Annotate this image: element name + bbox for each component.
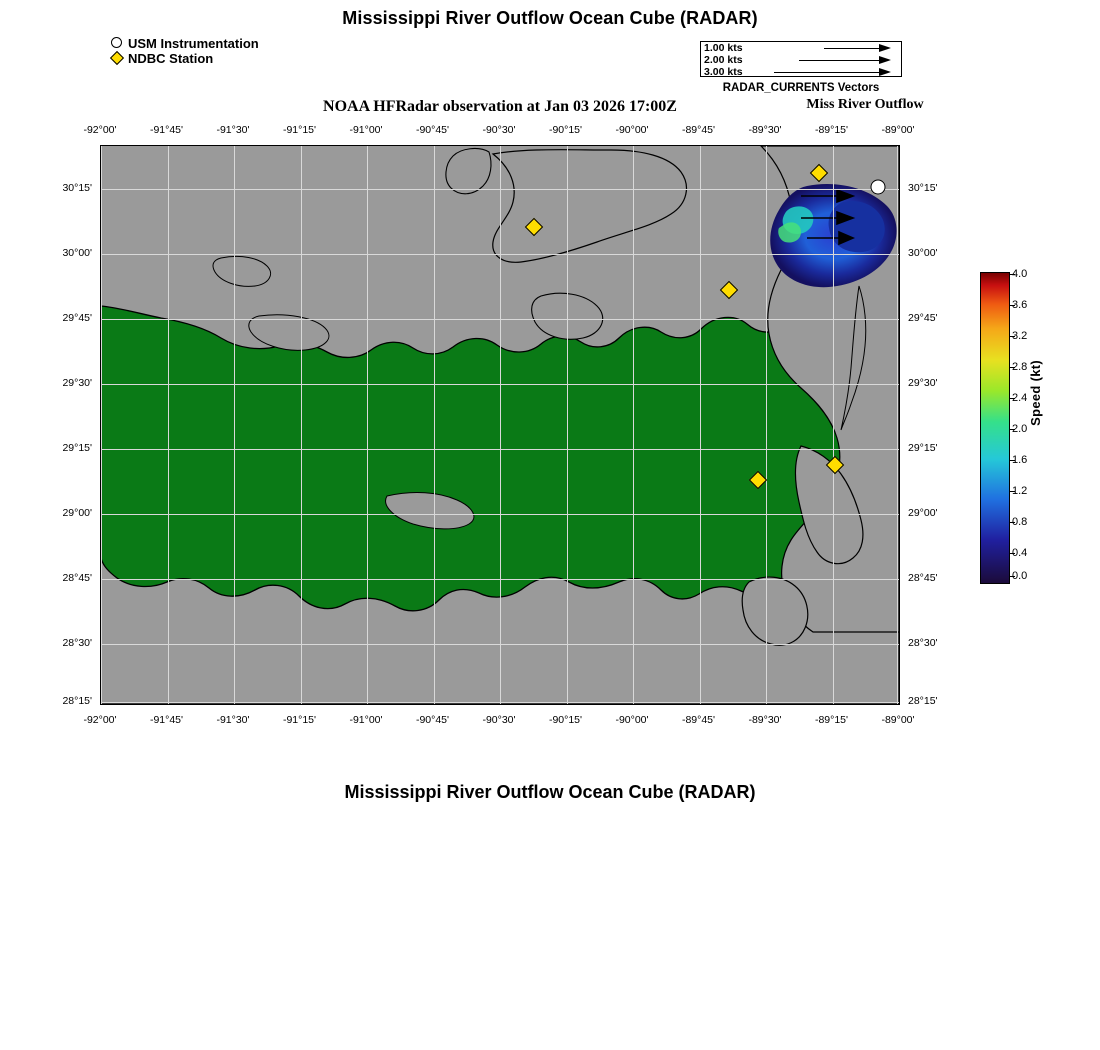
colorbar-tick: 0.8 [1012, 516, 1028, 528]
legend-item-usm [110, 36, 259, 51]
gridline-horizontal [101, 189, 899, 190]
x-tick-top: -89°45' [681, 124, 716, 136]
x-tick-bottom: -89°00' [881, 714, 915, 726]
legend-label-usm: USM Instrumentation [128, 36, 259, 51]
gridline-horizontal [101, 514, 899, 515]
gridline-horizontal [101, 644, 899, 645]
speed-colorbar [980, 272, 1010, 584]
x-tick-bottom: -90°00' [615, 714, 649, 726]
gridline-vertical [700, 146, 701, 704]
vector-arrow-shaft [774, 72, 880, 73]
y-tick-left: 29°30' [62, 377, 92, 389]
gridline-horizontal [101, 579, 899, 580]
colorbar-tick: 0.0 [1012, 570, 1028, 582]
colorbar-tick: 3.6 [1012, 299, 1028, 311]
observation-subtitle: NOAA HFRadar observation at Jan 03 2026 17:00Z [323, 98, 677, 115]
colorbar-tick: 1.2 [1012, 485, 1028, 497]
y-tick-right: 29°00' [908, 507, 938, 519]
vector-scale-box [700, 41, 902, 77]
gridline-horizontal [101, 319, 899, 320]
vector-scale-row [701, 42, 901, 54]
colorbar-tick: 2.0 [1012, 423, 1028, 435]
y-tick-right: 29°45' [908, 312, 938, 324]
x-tick-bottom: -90°45' [415, 714, 450, 726]
y-tick-left: 28°30' [62, 637, 92, 649]
vector-arrow-shaft [799, 60, 880, 61]
x-tick-bottom: -89°15' [814, 714, 849, 726]
y-tick-right: 28°15' [908, 695, 938, 707]
gridline-horizontal [101, 449, 899, 450]
x-tick-top: -90°15' [548, 124, 583, 136]
x-tick-bottom: -92°00' [83, 714, 117, 726]
vector-arrow-head-icon [879, 56, 891, 64]
usm-instrumentation-marker[interactable] [871, 180, 886, 195]
y-tick-left: 30°15' [62, 182, 92, 194]
map-canvas[interactable] [100, 145, 900, 705]
vector-scale-row [701, 54, 901, 66]
x-tick-bottom: -91°45' [149, 714, 184, 726]
x-tick-top: -91°00' [349, 124, 383, 136]
x-tick-top: -90°45' [415, 124, 450, 136]
x-tick-top: -91°15' [282, 124, 317, 136]
colorbar-tick: 0.4 [1012, 547, 1028, 559]
diamond-marker-icon [110, 51, 128, 66]
gridline-vertical [567, 146, 568, 704]
legend-item-ndbc [110, 51, 259, 66]
vector-arrow-head-icon [879, 44, 891, 52]
vector-arrow-shaft [824, 48, 880, 49]
x-tick-bottom: -89°30' [748, 714, 782, 726]
bottom-title: Mississippi River Outflow Ocean Cube (RADAR) [344, 782, 756, 802]
gridline-horizontal [101, 384, 899, 385]
gridline-vertical [633, 146, 634, 704]
y-tick-left: 29°45' [62, 312, 92, 324]
gridline-vertical [367, 146, 368, 704]
y-tick-left: 29°15' [62, 442, 92, 454]
legend-label-ndbc: NDBC Station [128, 51, 214, 66]
y-tick-right: 30°15' [908, 182, 938, 194]
x-tick-top: -89°30' [748, 124, 782, 136]
x-tick-bottom: -91°15' [282, 714, 317, 726]
vector-arrow-head-icon [879, 68, 891, 76]
y-tick-right: 30°00' [908, 247, 938, 259]
y-tick-left: 29°00' [62, 507, 92, 519]
x-tick-top: -89°00' [881, 124, 915, 136]
vector-scale-label-2: 2.00 kts [704, 54, 743, 66]
gridline-vertical [301, 146, 302, 704]
vector-scale-label-1: 1.00 kts [704, 42, 743, 54]
x-tick-bottom: -91°00' [349, 714, 383, 726]
colorbar-tick: 1.6 [1012, 454, 1028, 466]
gridline-horizontal [101, 702, 899, 703]
gridline-vertical [500, 146, 501, 704]
x-tick-bottom: -90°15' [548, 714, 583, 726]
page-title: Mississippi River Outflow Ocean Cube (RADAR) [342, 8, 758, 28]
y-tick-right: 29°15' [908, 442, 938, 454]
colorbar-tick: 2.8 [1012, 361, 1028, 373]
colorbar-tick: 2.4 [1012, 392, 1028, 404]
y-tick-right: 28°30' [908, 637, 938, 649]
gridline-vertical [168, 146, 169, 704]
gridline-vertical [766, 146, 767, 704]
vector-scale-caption: RADAR_CURRENTS Vectors [722, 82, 880, 94]
gridline-vertical [897, 146, 898, 704]
gridline-horizontal [101, 254, 899, 255]
gridline-vertical [833, 146, 834, 704]
x-tick-top: -90°00' [615, 124, 649, 136]
colorbar-tick: 3.2 [1012, 330, 1028, 342]
vector-scale-row [701, 66, 901, 78]
region-label: Miss River Outflow [806, 97, 924, 112]
colorbar-title: Speed (kt) [1028, 360, 1043, 426]
x-tick-top: -91°30' [216, 124, 250, 136]
x-tick-bottom: -89°45' [681, 714, 716, 726]
y-tick-left: 30°00' [62, 247, 92, 259]
x-tick-top: -91°45' [149, 124, 184, 136]
gridline-vertical [434, 146, 435, 704]
x-tick-top: -92°00' [83, 124, 117, 136]
gridline-vertical [234, 146, 235, 704]
colorbar-tick: 4.0 [1012, 268, 1028, 280]
y-tick-right: 29°30' [908, 377, 938, 389]
gridline-vertical [101, 146, 102, 704]
map-inner [101, 146, 899, 704]
x-tick-bottom: -90°30' [482, 714, 516, 726]
circle-open-icon [110, 36, 128, 51]
x-tick-bottom: -91°30' [216, 714, 250, 726]
x-tick-top: -90°30' [482, 124, 516, 136]
vector-scale-label-3: 3.00 kts [704, 66, 743, 78]
y-tick-left: 28°15' [62, 695, 92, 707]
y-tick-left: 28°45' [62, 572, 92, 584]
x-tick-top: -89°15' [814, 124, 849, 136]
y-tick-right: 28°45' [908, 572, 938, 584]
map-legend [110, 36, 259, 66]
